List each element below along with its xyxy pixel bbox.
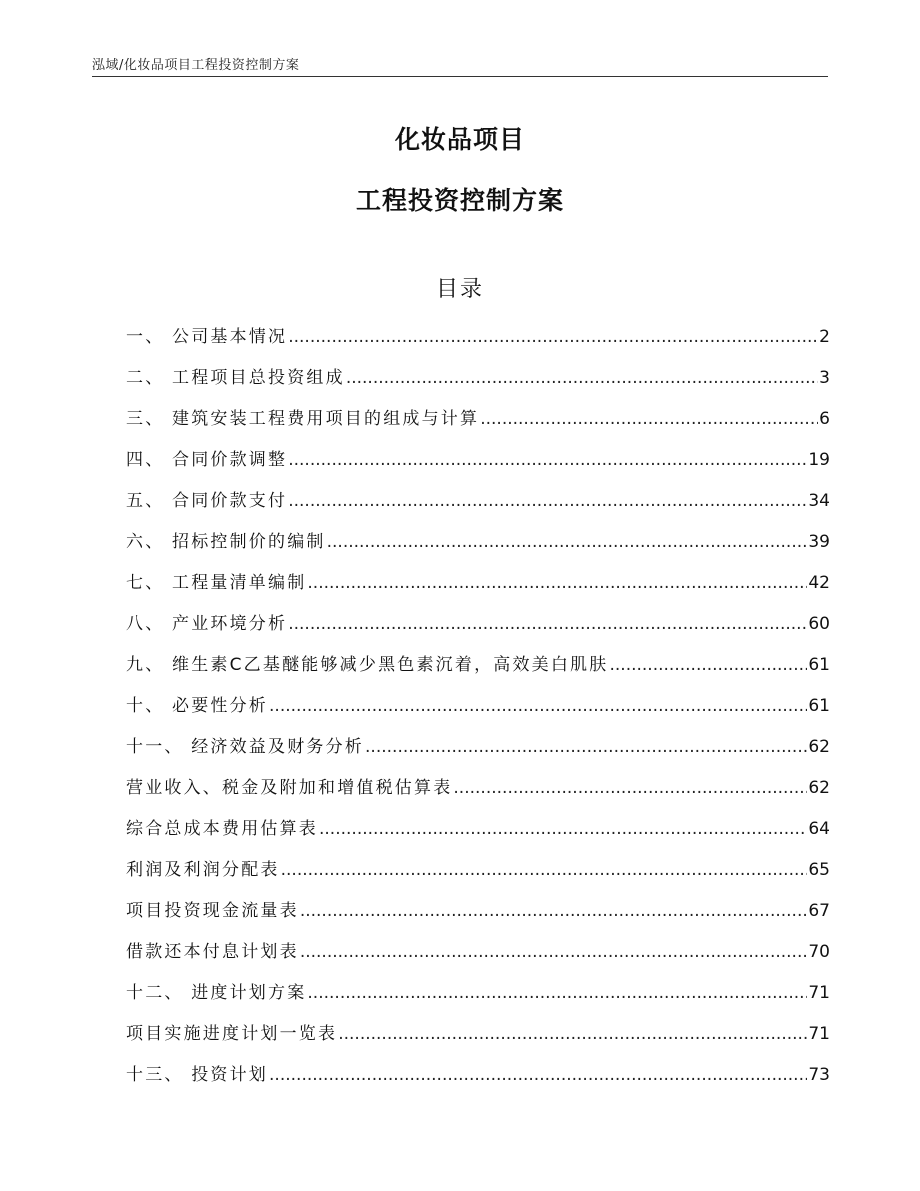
toc-entry[interactable] [126, 568, 830, 609]
toc-entry[interactable] [126, 486, 830, 527]
toc-dot-leader [609, 655, 807, 675]
toc-entry-title: 借款还本付息计划表 [126, 942, 299, 962]
toc-page-number: 71 [808, 983, 830, 1003]
toc-page-number: 62 [808, 737, 830, 757]
toc-entry[interactable] [126, 1060, 830, 1101]
toc-page-number: 2 [819, 327, 830, 347]
toc-dot-leader [288, 327, 818, 347]
toc-entry-title: 十三、 投资计划 [126, 1065, 269, 1085]
toc-entry[interactable] [126, 322, 830, 363]
toc-page-number: 67 [808, 901, 830, 921]
toc-page-number: 6 [819, 409, 830, 429]
toc-dot-leader [288, 614, 807, 634]
toc-entry-title: 九、 维生素C乙基醚能够减少黑色素沉着，高效美白肌肤 [126, 655, 609, 675]
toc-entry-title: 十、 必要性分析 [126, 696, 269, 716]
toc-entry-title: 十一、 经济效益及财务分析 [126, 737, 365, 757]
toc-entry[interactable] [126, 773, 830, 814]
toc-dot-leader [300, 942, 808, 962]
toc-entry[interactable] [126, 609, 830, 650]
toc-heading: 目录 [435, 277, 484, 302]
toc-page-number: 42 [808, 573, 830, 593]
toc-entry[interactable] [126, 814, 830, 855]
toc-page-number: 61 [808, 655, 830, 675]
toc-entry[interactable] [126, 732, 830, 773]
toc-entry[interactable] [126, 937, 830, 978]
toc-dot-leader [300, 901, 808, 921]
toc-entry-title: 综合总成本费用估算表 [126, 819, 318, 839]
toc-entry[interactable] [126, 978, 830, 1019]
toc-entry-title: 二、 工程项目总投资组成 [126, 368, 345, 388]
toc-dot-leader [365, 737, 807, 757]
toc-entry[interactable] [126, 404, 830, 445]
toc-entry-title: 一、 公司基本情况 [126, 327, 288, 347]
toc-page-number: 70 [808, 942, 830, 962]
toc-entry[interactable] [126, 855, 830, 896]
running-header: 泓域/化妆品项目工程投资控制方案 [92, 58, 300, 73]
toc-dot-leader [319, 819, 807, 839]
toc-entry[interactable] [126, 363, 830, 404]
toc-entry[interactable] [126, 445, 830, 486]
toc-dot-leader [453, 778, 807, 798]
toc-dot-leader [307, 573, 807, 593]
toc-entry[interactable] [126, 1019, 830, 1060]
toc-entry-title: 八、 产业环境分析 [126, 614, 288, 634]
toc-dot-leader [288, 450, 807, 470]
toc-dot-leader [281, 860, 808, 880]
toc-dot-leader [269, 696, 807, 716]
toc-page-number: 3 [819, 368, 830, 388]
toc-dot-leader [288, 491, 807, 511]
toc-entry-title: 六、 招标控制价的编制 [126, 532, 326, 552]
table-of-contents [126, 322, 830, 1101]
toc-entry[interactable] [126, 896, 830, 937]
toc-page-number: 34 [808, 491, 830, 511]
toc-entry-title: 利润及利润分配表 [126, 860, 280, 880]
toc-dot-leader [269, 1065, 807, 1085]
toc-page-number: 64 [808, 819, 830, 839]
toc-dot-leader [346, 368, 818, 388]
toc-page-number: 71 [808, 1024, 830, 1044]
toc-entry-title: 七、 工程量清单编制 [126, 573, 307, 593]
document-title-line1: 化妆品项目 [394, 125, 525, 154]
toc-dot-leader [307, 983, 807, 1003]
toc-dot-leader [480, 409, 818, 429]
toc-page-number: 39 [808, 532, 830, 552]
toc-page-number: 62 [808, 778, 830, 798]
toc-page-number: 61 [808, 696, 830, 716]
toc-entry[interactable] [126, 650, 830, 691]
toc-entry-title: 四、 合同价款调整 [126, 450, 288, 470]
toc-page-number: 60 [808, 614, 830, 634]
toc-page-number: 65 [808, 860, 830, 880]
toc-page-number: 73 [808, 1065, 830, 1085]
toc-entry[interactable] [126, 691, 830, 732]
toc-entry-title: 营业收入、税金及附加和增值税估算表 [126, 778, 453, 798]
toc-entry[interactable] [126, 527, 830, 568]
header-rule [92, 76, 828, 77]
toc-entry-title: 三、 建筑安装工程费用项目的组成与计算 [126, 409, 480, 429]
toc-page-number: 19 [808, 450, 830, 470]
toc-entry-title: 项目实施进度计划一览表 [126, 1024, 338, 1044]
document-title-line2: 工程投资控制方案 [355, 186, 564, 215]
toc-entry-title: 十二、 进度计划方案 [126, 983, 307, 1003]
toc-entry-title: 五、 合同价款支付 [126, 491, 288, 511]
toc-dot-leader [338, 1024, 807, 1044]
toc-dot-leader [327, 532, 808, 552]
toc-entry-title: 项目投资现金流量表 [126, 901, 299, 921]
